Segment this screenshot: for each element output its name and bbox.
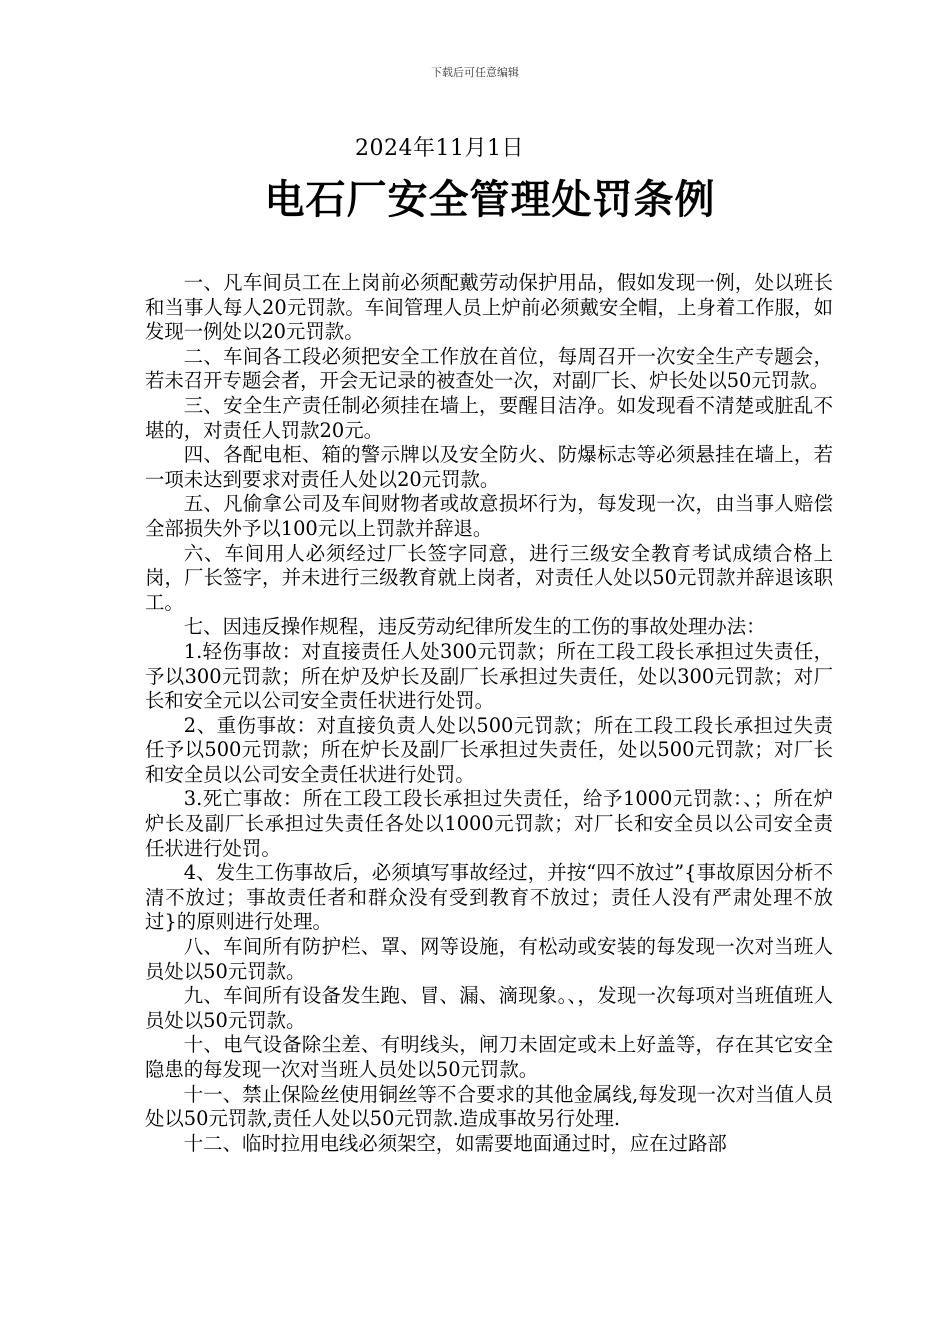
paragraph-6: 六、车间用人必须经过厂长签字同意，进行三级安全教育考试成绩合格上岗，厂长签字，并未进行三级教育就上岗者，对责任人处以50元罚款并辞退该职工。 xyxy=(145,541,833,614)
document-date: 2024年11月1日 xyxy=(355,136,524,161)
paragraph-8: 八、车间所有防护栏、罩、网等设施，有松动或安装的每发现一次对当班人员处以50元罚款。 xyxy=(145,935,833,983)
paragraph-7-3: 3.死亡事故：所在工段工段长承担过失责任，给予1000元罚款：、；所在炉炉长及副厂长承担过失责任各处以1000元罚款；对厂长和安全员以公司安全责任状进行处罚。 xyxy=(145,787,833,860)
document-body xyxy=(145,271,833,1156)
paragraph-3: 三、安全生产责任制必须挂在墙上，要醒目洁净。如发现看不清楚或脏乱不堪的，对责任人罚款20元。 xyxy=(145,393,833,442)
paragraph-7: 七、因违反操作规程，违反劳动纪律所发生的工伤的事故处理办法： xyxy=(183,615,766,639)
header-note: 下载后可任意编辑 xyxy=(431,66,519,79)
paragraph-7-4: 4、发生工伤事故后，必须填写事故经过，并按“四不放过”{事故原因分析不清不放过；事故责任者和群众没有受到教育不放过；责任人没有严肃处理不放过}的原则进行处理。 xyxy=(145,861,833,934)
paragraph-4: 四、各配电柜、箱的警示牌以及安全防火、防爆标志等必须悬挂在墙上，若一项未达到要求对责任人处以20元罚款。 xyxy=(145,443,833,491)
paragraph-12: 十二、临时拉用电线必须架空，如需要地面通过时，应在过路部 xyxy=(183,1131,727,1155)
paragraph-2: 二、车间各工段必须把安全工作放在首位，每周召开一次安全生产专题会，若未召开专题会者，开会无记录的被查处一次，对副厂长、炉长处以50元罚款。 xyxy=(145,344,833,393)
paragraph-11: 十一、禁止保险丝使用铜丝等不合要求的其他金属线,每发现一次对当值人员处以50元罚款,责任人处以50元罚款.造成事故另行处理. xyxy=(145,1082,833,1131)
paragraph-1: 一、凡车间员工在上岗前必须配戴劳动保护用品，假如发现一例，处以班长和当事人每人20元罚款。车间管理人员上炉前必须戴安全帽，上身着工作服，如发现一例处以20元罚款。 xyxy=(145,271,833,344)
paragraph-10: 十、电气设备除尘差、有明线头，闸刀未固定或未上好盖等，存在其它安全隐患的每发现一次对当班人员处以50元罚款。 xyxy=(145,1033,833,1081)
paragraph-9: 九、车间所有设备发生跑、冒、漏、滴现象。、，发现一次每项对当班值班人员处以50元罚款。 xyxy=(145,984,833,1032)
document-title: 电石厂安全管理处罚条例 xyxy=(264,176,716,223)
paragraph-7-1: 1.轻伤事故：对直接责任人处300元罚款；所在工段工段长承担过失责任，予以300元罚款；所在炉及炉长及副厂长承担过失责任，处以300元罚款；对厂长和安全元以公司安全责任状进行处罚。 xyxy=(145,639,833,713)
paragraph-7-2: 2、重伤事故：对直接负责人处以500元罚款；所在工段工段长承担过失责任予以500元罚款；所在炉长及副厂长承担过失责任，处以500元罚款；对厂长和安全员以公司安全责任状进行处罚。 xyxy=(145,713,833,786)
paragraph-5: 五、凡偷拿公司及车间财物者或故意损坏行为，每发现一次，由当事人赔偿全部损失外予以100元以上罚款并辞退。 xyxy=(145,492,833,540)
